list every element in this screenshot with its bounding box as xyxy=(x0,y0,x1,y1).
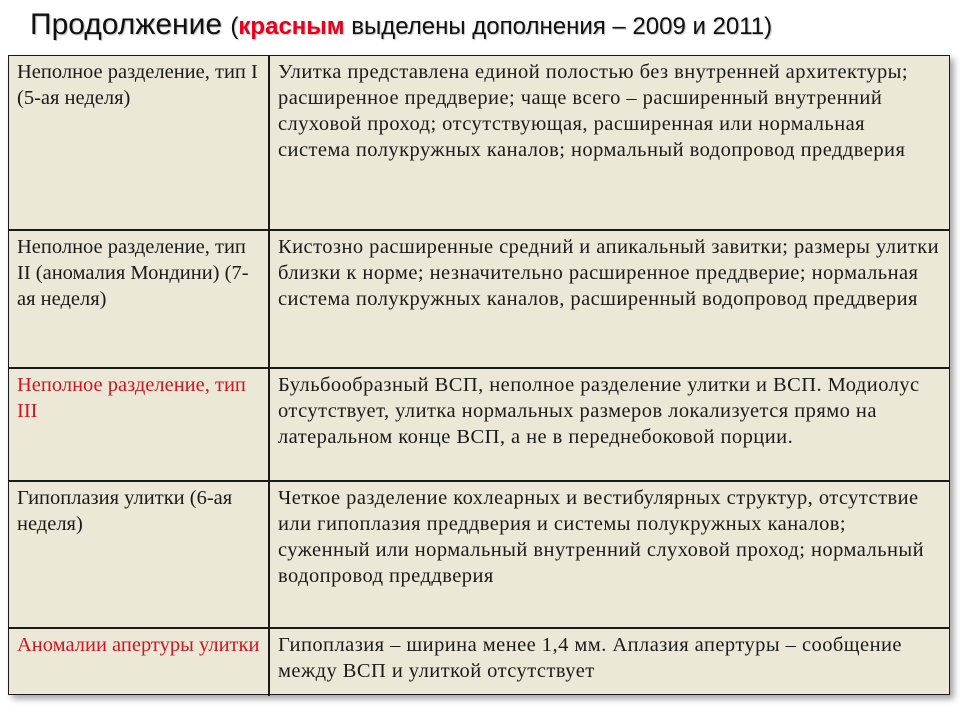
table-row xyxy=(9,628,949,696)
row-type-cell-addition: Аномалии апертуры улитки xyxy=(9,628,269,696)
table-row xyxy=(9,368,949,481)
slide-title xyxy=(30,8,772,42)
title-subtitle xyxy=(230,13,772,40)
row-type-cell: Неполное разделение, тип I (5-ая неделя) xyxy=(9,56,269,230)
row-description-cell: Гипоплазия – ширина менее 1,4 мм. Аплазия апертуры – сообщение между ВСП и улиткой отсутствует xyxy=(269,628,949,696)
row-type-cell-addition: Неполное разделение, тип III xyxy=(9,368,269,481)
row-description-cell: Кистозно расширенные средний и апикальный завитки; размеры улитки близки к норме; незначительно расширенное преддверие; нормальная система полукружных каналов, расширенный водопровод преддверия xyxy=(269,230,949,368)
table-row xyxy=(9,230,949,368)
row-type-cell: Неполное разделение, тип II (аномалия Мондини) (7-ая неделя) xyxy=(9,230,269,368)
table-row xyxy=(9,56,949,230)
anomalies-table xyxy=(8,55,950,695)
title-highlight-word: красным xyxy=(238,13,345,40)
table-row xyxy=(9,481,949,628)
title-open-paren: ( xyxy=(230,13,239,40)
row-description-cell: Улитка представлена единой полостью без внутренней архитектуры; расширенное преддверие; чаще всего – расширенный внутренний слуховой проход; отсутствующая, расширенная или нормальная система полукружных каналов; нормальный водопровод преддверия xyxy=(278,61,909,161)
row-type-cell: Гипоплазия улитки (6-ая неделя) xyxy=(9,481,269,628)
title-rest: выделены дополнения – 2009 и 2011) xyxy=(344,13,773,40)
title-main: Продолжение xyxy=(30,8,223,41)
row-description-cell: Четкое разделение кохлеарных и вестибулярных структур, отсутствие или гипоплазия преддверия и системы полукружных каналов; суженный или нормальный внутренний слуховой проход; нормальный водопровод преддверия xyxy=(269,481,949,628)
row-description-cell: Бульбообразный ВСП, неполное разделение улитки и ВСП. Модиолус отсутствует, улитка нормальных размеров локализуется прямо на латеральном конце ВСП, а не в переднебоковой порции. xyxy=(269,368,949,481)
